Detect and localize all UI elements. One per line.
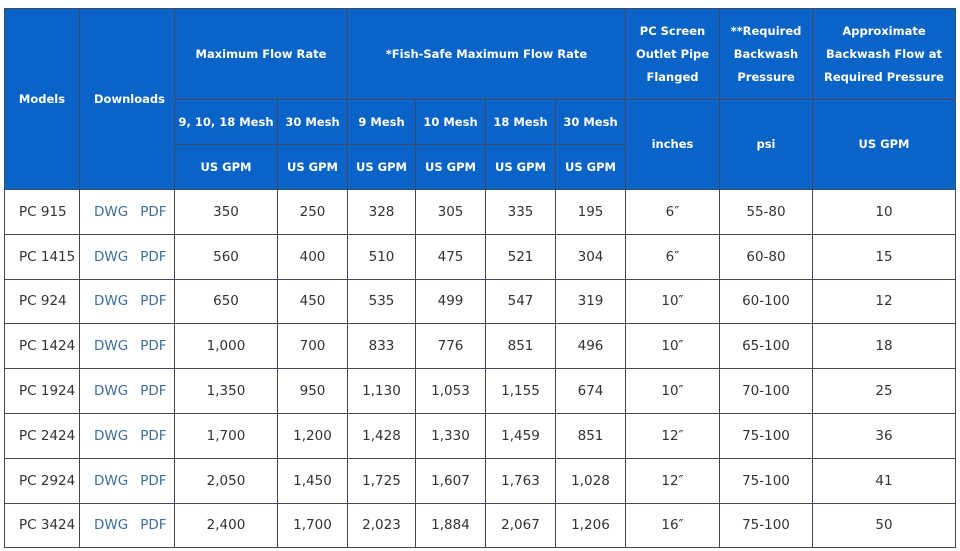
cell-max-flow-30-mesh: 1,450 [278, 458, 348, 503]
header-backwash-pressure-line-2: Backwash [733, 46, 799, 61]
cell-outlet-pipe-size: 6″ [626, 190, 720, 235]
cell-max-flow-9-10-18-mesh: 650 [175, 279, 278, 324]
table-row [5, 413, 956, 458]
cell-model: PC 915 [5, 190, 80, 235]
table-body [5, 190, 956, 548]
cell-backwash-flow: 18 [813, 324, 956, 369]
cell-backwash-flow: 10 [813, 190, 956, 235]
header-models: Models [5, 9, 80, 190]
cell-downloads [80, 503, 175, 548]
table-header [5, 9, 956, 190]
header-unit-inches: inches [626, 100, 720, 190]
cell-model: PC 2924 [5, 458, 80, 503]
header-fs-mesh-18: 18 Mesh [486, 100, 556, 145]
dwg-download-link[interactable]: DWG [94, 517, 129, 534]
header-unit-gpm: US GPM [556, 145, 626, 190]
cell-max-flow-30-mesh: 700 [278, 324, 348, 369]
header-backwash-flow-line-3: Required Pressure [824, 69, 944, 84]
header-backwash-flow-line-1: Approximate [842, 23, 926, 38]
cell-max-flow-9-10-18-mesh: 2,050 [175, 458, 278, 503]
header-pc-screen-line-2: Outlet Pipe [635, 46, 710, 61]
cell-outlet-pipe-size: 16″ [626, 503, 720, 548]
cell-fish-safe-10-mesh: 776 [416, 324, 486, 369]
header-backwash-pressure-line-3: Pressure [737, 69, 795, 84]
cell-max-flow-30-mesh: 400 [278, 234, 348, 279]
table-row [5, 324, 956, 369]
cell-fish-safe-18-mesh: 1,763 [486, 458, 556, 503]
cell-backwash-flow: 25 [813, 369, 956, 414]
header-backwash-pressure [720, 9, 813, 100]
cell-fish-safe-10-mesh: 1,607 [416, 458, 486, 503]
cell-fish-safe-30-mesh: 1,028 [556, 458, 626, 503]
cell-outlet-pipe-size: 12″ [626, 413, 720, 458]
cell-downloads [80, 234, 175, 279]
cell-downloads [80, 324, 175, 369]
header-unit-psi: psi [720, 100, 813, 190]
header-pc-screen-line-3: Flanged [646, 69, 699, 84]
header-max-flow-rate: Maximum Flow Rate [175, 9, 348, 100]
pdf-download-link[interactable]: PDF [140, 293, 167, 310]
cell-outlet-pipe-size: 10″ [626, 324, 720, 369]
cell-backwash-flow: 41 [813, 458, 956, 503]
cell-model: PC 1424 [5, 324, 80, 369]
pdf-download-link[interactable]: PDF [140, 472, 167, 489]
cell-backwash-pressure: 75-100 [720, 503, 813, 548]
header-fish-safe-flow-rate: *Fish-Safe Maximum Flow Rate [348, 9, 626, 100]
dwg-download-link[interactable]: DWG [94, 248, 129, 265]
cell-max-flow-30-mesh: 1,700 [278, 503, 348, 548]
header-unit-gpm: US GPM [486, 145, 556, 190]
cell-fish-safe-9-mesh: 1,428 [348, 413, 416, 458]
pdf-download-link[interactable]: PDF [140, 338, 167, 355]
header-backwash-flow-line-2: Backwash Flow at [826, 46, 942, 61]
cell-max-flow-9-10-18-mesh: 350 [175, 190, 278, 235]
cell-model: PC 3424 [5, 503, 80, 548]
cell-downloads [80, 458, 175, 503]
cell-model: PC 1924 [5, 369, 80, 414]
cell-max-flow-9-10-18-mesh: 560 [175, 234, 278, 279]
header-backwash-flow [813, 9, 956, 100]
cell-max-flow-30-mesh: 450 [278, 279, 348, 324]
pdf-download-link[interactable]: PDF [140, 203, 167, 220]
cell-max-flow-9-10-18-mesh: 1,350 [175, 369, 278, 414]
cell-fish-safe-9-mesh: 1,130 [348, 369, 416, 414]
pdf-download-link[interactable]: PDF [140, 517, 167, 534]
cell-fish-safe-18-mesh: 1,155 [486, 369, 556, 414]
cell-max-flow-9-10-18-mesh: 2,400 [175, 503, 278, 548]
cell-fish-safe-30-mesh: 674 [556, 369, 626, 414]
dwg-download-link[interactable]: DWG [94, 427, 129, 444]
cell-backwash-flow: 50 [813, 503, 956, 548]
cell-backwash-pressure: 70-100 [720, 369, 813, 414]
table-row [5, 279, 956, 324]
cell-fish-safe-9-mesh: 535 [348, 279, 416, 324]
cell-fish-safe-30-mesh: 496 [556, 324, 626, 369]
cell-max-flow-9-10-18-mesh: 1,000 [175, 324, 278, 369]
header-fs-mesh-9: 9 Mesh [348, 100, 416, 145]
cell-max-flow-30-mesh: 250 [278, 190, 348, 235]
header-unit-gpm: US GPM [348, 145, 416, 190]
header-unit-gpm-backwash: US GPM [813, 100, 956, 190]
cell-fish-safe-30-mesh: 851 [556, 413, 626, 458]
cell-fish-safe-30-mesh: 195 [556, 190, 626, 235]
pdf-download-link[interactable]: PDF [140, 427, 167, 444]
cell-fish-safe-10-mesh: 305 [416, 190, 486, 235]
dwg-download-link[interactable]: DWG [94, 383, 129, 400]
cell-fish-safe-18-mesh: 335 [486, 190, 556, 235]
cell-backwash-pressure: 65-100 [720, 324, 813, 369]
header-pc-screen-line-1: PC Screen [639, 23, 706, 38]
cell-fish-safe-18-mesh: 1,459 [486, 413, 556, 458]
cell-fish-safe-18-mesh: 547 [486, 279, 556, 324]
header-unit-gpm: US GPM [416, 145, 486, 190]
cell-downloads [80, 369, 175, 414]
cell-fish-safe-10-mesh: 499 [416, 279, 486, 324]
cell-model: PC 1415 [5, 234, 80, 279]
cell-backwash-flow: 15 [813, 234, 956, 279]
dwg-download-link[interactable]: DWG [94, 203, 129, 220]
table-row [5, 369, 956, 414]
cell-max-flow-9-10-18-mesh: 1,700 [175, 413, 278, 458]
cell-backwash-flow: 36 [813, 413, 956, 458]
cell-max-flow-30-mesh: 1,200 [278, 413, 348, 458]
cell-fish-safe-18-mesh: 521 [486, 234, 556, 279]
table-row [5, 190, 956, 235]
cell-max-flow-30-mesh: 950 [278, 369, 348, 414]
cell-fish-safe-9-mesh: 510 [348, 234, 416, 279]
specifications-table [4, 8, 956, 548]
cell-backwash-pressure: 55-80 [720, 190, 813, 235]
cell-outlet-pipe-size: 12″ [626, 458, 720, 503]
header-pc-screen-outlet [626, 9, 720, 100]
dwg-download-link[interactable]: DWG [94, 472, 129, 489]
header-fs-mesh-30: 30 Mesh [556, 100, 626, 145]
table-row [5, 234, 956, 279]
header-unit-gpm: US GPM [175, 145, 278, 190]
cell-fish-safe-9-mesh: 1,725 [348, 458, 416, 503]
cell-model: PC 924 [5, 279, 80, 324]
header-backwash-pressure-line-1: **Required [730, 23, 802, 38]
cell-backwash-pressure: 60-80 [720, 234, 813, 279]
cell-outlet-pipe-size: 10″ [626, 369, 720, 414]
cell-fish-safe-9-mesh: 833 [348, 324, 416, 369]
cell-downloads [80, 279, 175, 324]
cell-fish-safe-18-mesh: 2,067 [486, 503, 556, 548]
cell-fish-safe-10-mesh: 1,330 [416, 413, 486, 458]
cell-model: PC 2424 [5, 413, 80, 458]
header-unit-gpm: US GPM [278, 145, 348, 190]
cell-fish-safe-10-mesh: 475 [416, 234, 486, 279]
cell-backwash-pressure: 60-100 [720, 279, 813, 324]
cell-fish-safe-10-mesh: 1,884 [416, 503, 486, 548]
cell-backwash-flow: 12 [813, 279, 956, 324]
cell-backwash-pressure: 75-100 [720, 413, 813, 458]
dwg-download-link[interactable]: DWG [94, 293, 129, 310]
header-downloads: Downloads [80, 9, 175, 190]
header-mesh-30: 30 Mesh [278, 100, 348, 145]
table-row [5, 503, 956, 548]
table-row [5, 458, 956, 503]
cell-fish-safe-30-mesh: 319 [556, 279, 626, 324]
header-mesh-9-10-18: 9, 10, 18 Mesh [175, 100, 278, 145]
dwg-download-link[interactable]: DWG [94, 338, 129, 355]
cell-fish-safe-10-mesh: 1,053 [416, 369, 486, 414]
pdf-download-link[interactable]: PDF [140, 248, 167, 265]
cell-downloads [80, 413, 175, 458]
cell-fish-safe-30-mesh: 1,206 [556, 503, 626, 548]
cell-fish-safe-18-mesh: 851 [486, 324, 556, 369]
cell-fish-safe-30-mesh: 304 [556, 234, 626, 279]
cell-fish-safe-9-mesh: 328 [348, 190, 416, 235]
pdf-download-link[interactable]: PDF [140, 383, 167, 400]
cell-outlet-pipe-size: 10″ [626, 279, 720, 324]
cell-downloads [80, 190, 175, 235]
cell-fish-safe-9-mesh: 2,023 [348, 503, 416, 548]
header-fs-mesh-10: 10 Mesh [416, 100, 486, 145]
cell-backwash-pressure: 75-100 [720, 458, 813, 503]
cell-outlet-pipe-size: 6″ [626, 234, 720, 279]
